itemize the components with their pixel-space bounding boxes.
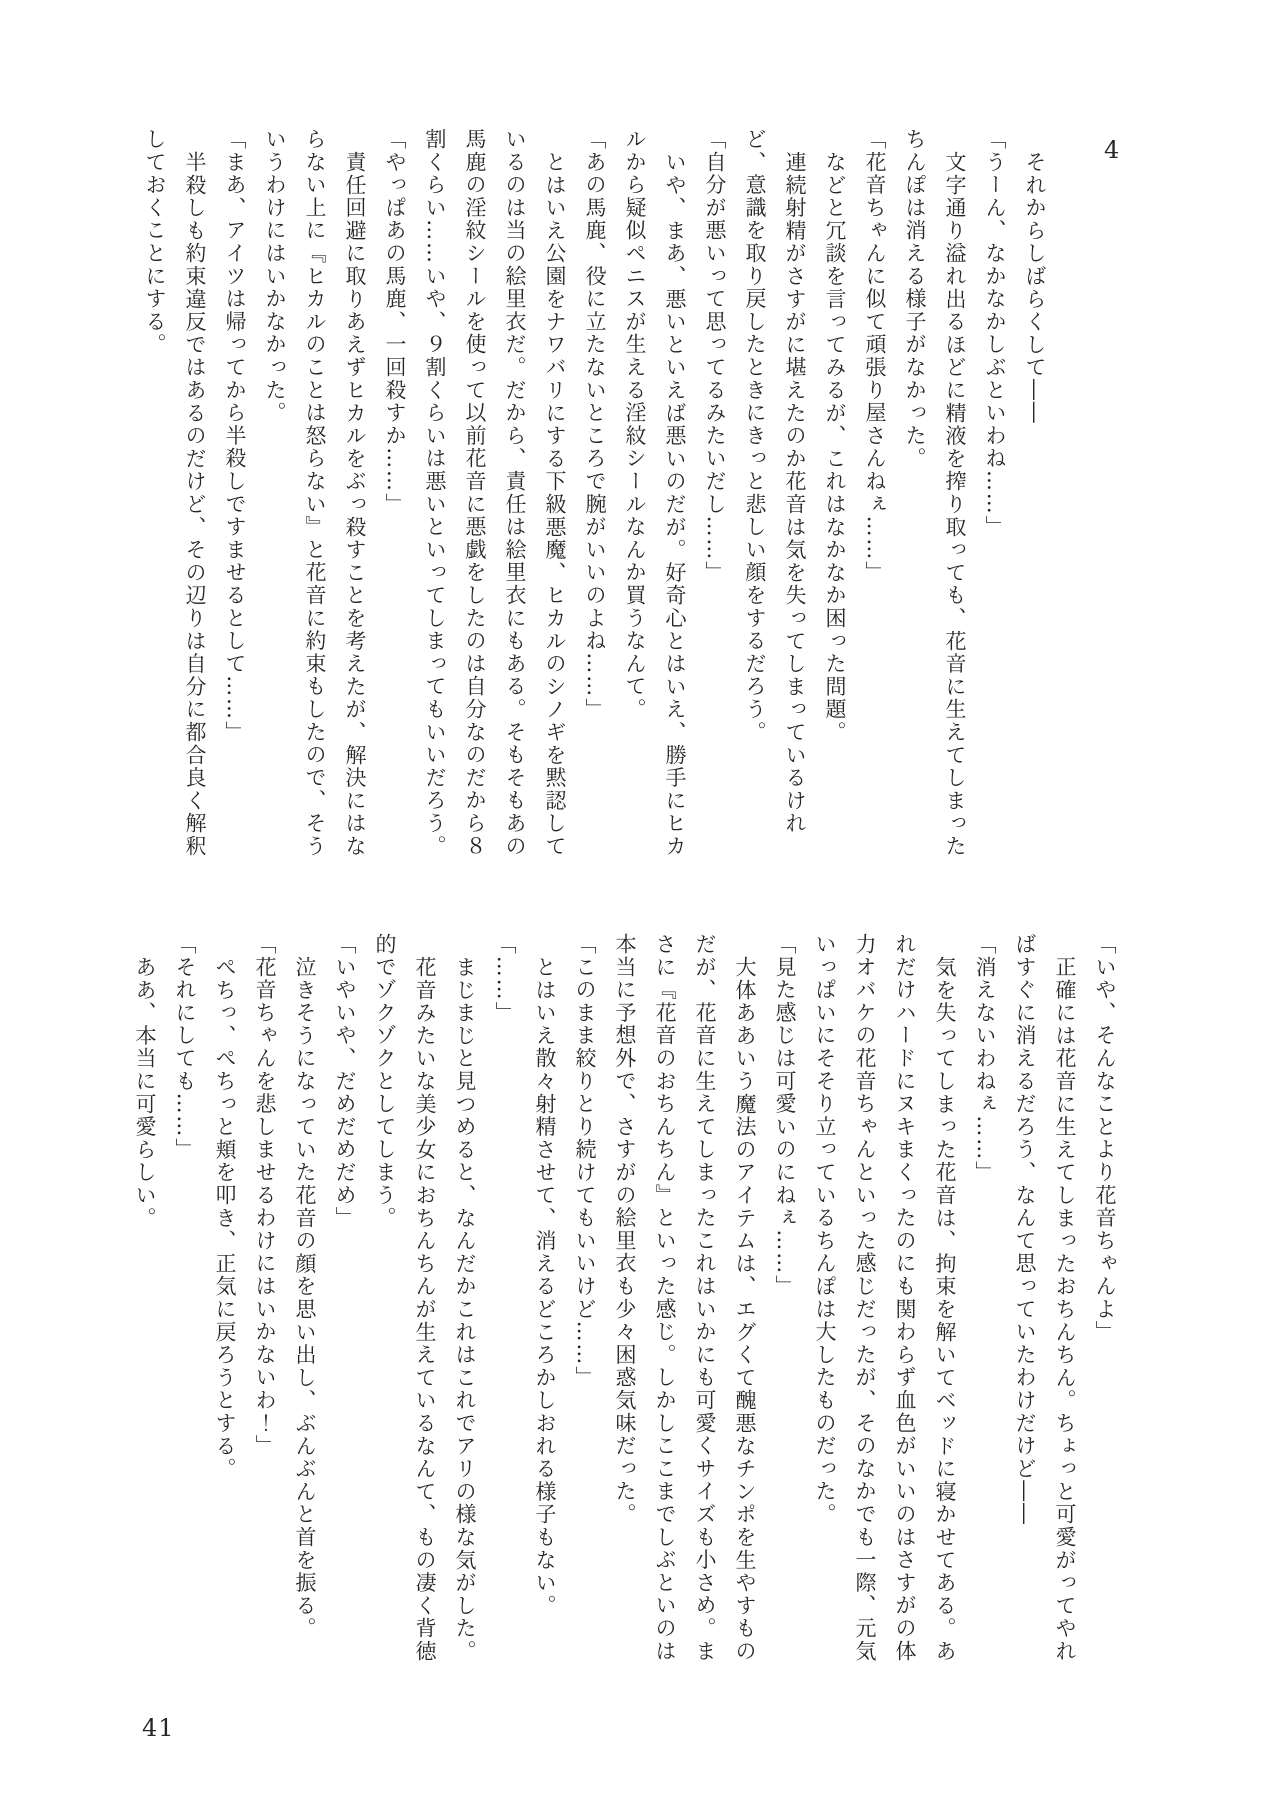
text-line: 「やっぱあの馬鹿、一回殺すか……」 [383, 128, 407, 516]
text-line: いうわけにはいかなかった。 [263, 128, 287, 425]
text-line: れだけハードにヌキまくったのにも関わらず血色がいいのはさすがの体 [893, 933, 917, 1663]
text-line: ぺちっ、ぺちっと頬を叩き、正気に戻ろうとする。 [213, 955, 237, 1481]
text-line: しておくことにする。 [143, 128, 167, 356]
text-line: それからしばらくして―― [1023, 150, 1047, 425]
text-line: 「いや、そんなことより花音ちゃんよ」 [1093, 933, 1117, 1344]
text-line: 泣きそうになっていた花音の顔を思い出し、ぶんぶんと首を振る。 [293, 955, 317, 1640]
text-line: 「見た感じは可愛いのにねぇ……」 [773, 933, 797, 1298]
text-line: 割くらい……いや、９割くらいは悪いといってしまってもいいだろう。 [423, 128, 447, 858]
text-line: 本当に予想外で、さすがの絵里衣も少々困惑気味だった。 [613, 933, 637, 1526]
text-line: ちんぽは消える様子がなかった。 [903, 128, 927, 470]
text-line: などと冗談を言ってみるが、これはなかなか困った問題。 [823, 150, 847, 744]
text-line: 「……」 [493, 933, 517, 1025]
text-line: いや、まあ、悪いといえば悪いのだが。好奇心とはいえ、勝手にヒカ [663, 150, 687, 858]
text-line: 半殺しも約束違反ではあるのだけど、その辺りは自分に都合良く解釈 [183, 150, 207, 858]
text-line: 「いやいや、だめだめだめ」 [333, 933, 357, 1230]
text-line: 「まあ、アイツは帰ってから半殺しですませるとして……」 [223, 128, 247, 744]
text-line: 気を失ってしまった花音は、拘束を解いてベッドに寝かせてある。あ [933, 955, 957, 1663]
text-line: 文字通り溢れ出るほどに精液を搾り取っても、花音に生えてしまった [943, 150, 967, 858]
text-line: 的でゾクゾクとしてしまう。 [373, 933, 397, 1230]
text-line: 正確には花音に生えてしまったおちんちん。ちょっと可愛がってやれ [1053, 955, 1077, 1663]
text-line: 連続射精がさすがに堪えたのか花音は気を失ってしまっているけれ [783, 150, 807, 835]
text-line: 「花音ちゃんに似て頑張り屋さんねぇ……」 [863, 128, 887, 584]
text-line: まじまじと見つめると、なんだかこれはこれでアリの様な気がした。 [453, 955, 477, 1663]
text-line: いるのは当の絵里衣だ。だから、責任は絵里衣にもある。そもそもあの [503, 128, 527, 858]
text-line: 「あの馬鹿、役に立たないところで腕がいいのよね……」 [583, 128, 607, 721]
text-line: ばすぐに消えるだろう、なんて思っていたわけだけど―― [1013, 933, 1037, 1526]
bottom-text-block [125, 933, 1125, 1681]
text-line: らない上に『ヒカルのことは怒らない』と花音に約束もしたので、そう [303, 128, 327, 858]
text-line: とはいえ公園をナワバリにする下級悪魔、ヒカルのシノギを黙認して [543, 150, 567, 858]
text-line: 馬鹿の淫紋シールを使って以前花音に悪戯をしたのは自分なのだから８ [463, 128, 487, 858]
text-line: 「消えないわねぇ……」 [973, 933, 997, 1184]
header-page-number: 4 [1104, 136, 1121, 164]
footer-page-number: 41 [142, 1714, 175, 1742]
text-line: だが、花音に生えてしまったこれはいかにも可愛くサイズも小さめ。ま [693, 933, 717, 1663]
text-line: 花音みたいな美少女におちんちんが生えているなんて、もの凄く背徳 [413, 955, 437, 1663]
text-line: 「自分が悪いって思ってるみたいだし……」 [703, 128, 727, 584]
text-line: 「花音ちゃんを悲しませるわけにはいかないわ！」 [253, 933, 277, 1458]
text-line: さに『花音のおちんちん』といった感じ。しかしここまでしぶといのは [653, 933, 677, 1663]
text-line: ルから疑似ペニスが生える淫紋シールなんか買うなんて。 [623, 128, 647, 721]
text-line: ああ、本当に可愛らしい。 [133, 955, 157, 1230]
text-line: 「うーん、なかなかしぶといわね……」 [983, 128, 1007, 539]
text-line: いっぱいにそそり立っているちんぽは大したものだった。 [813, 933, 837, 1526]
top-text-block [135, 128, 1055, 876]
text-line: 力オバケの花音ちゃんといった感じだったが、そのなかでも一際、元気 [853, 933, 877, 1663]
text-line: ど、意識を取り戻したときにきっと悲しい顔をするだろう。 [743, 128, 767, 744]
text-line: 大体ああいう魔法のアイテムは、エグくて醜悪なチンポを生やすもの [733, 955, 757, 1663]
text-line: 「それにしても……」 [173, 933, 197, 1161]
text-line: 「このまま絞りとり続けてもいいけど……」 [573, 933, 597, 1389]
text-line: とはいえ散々射精させて、消えるどころかしおれる様子もない。 [533, 955, 557, 1617]
text-line: 責任回避に取りあえずヒカルをぶっ殺すことを考えたが、解決にはな [343, 150, 367, 858]
